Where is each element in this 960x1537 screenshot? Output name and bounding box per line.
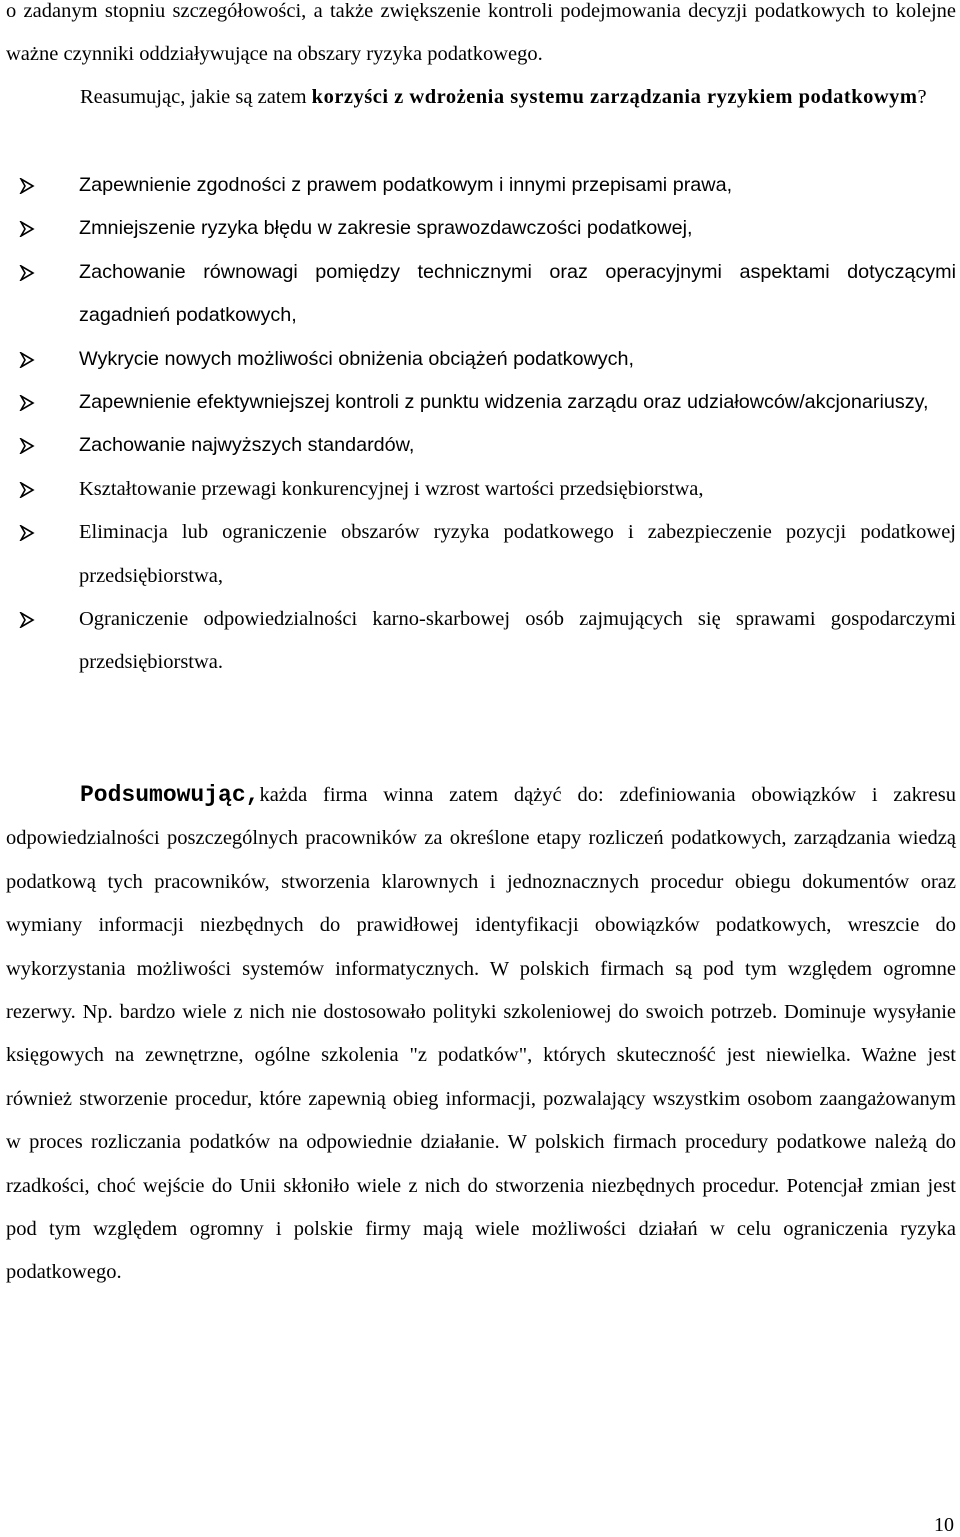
list-item (0, 207, 956, 250)
question-end: ? (917, 86, 927, 108)
arrow-bullet-icon (19, 395, 35, 411)
arrow-bullet-icon (19, 265, 35, 281)
list-item-text: Eliminacja lub ograniczenie obszarów ryzyka podatkowego i zabezpieczenie pozycji podatkowej przedsiębiorstwa, (79, 521, 956, 587)
list-item-text: Zachowanie równowagi pomiędzy technicznymi oraz operacyjnymi aspektami dotyczącymi zagadnień podatkowych, (79, 260, 956, 327)
list-item-text: Zapewnienie zgodności z prawem podatkowym i innymi przepisami prawa, (79, 174, 733, 196)
list-item (0, 164, 956, 207)
arrow-bullet-icon (19, 438, 35, 454)
list-item (0, 424, 956, 467)
list-item (0, 338, 956, 381)
arrow-bullet-icon (19, 525, 35, 541)
list-item (0, 251, 956, 338)
question-bold: korzyści z wdrożenia systemu zarządzania ryzykiem podatkowym (311, 86, 918, 108)
list-item-text: Zachowanie najwyższych standardów, (79, 434, 415, 457)
list-item-text: Zapewnienie efektywniejszej kontroli z punktu widzenia zarządu oraz udziałowców/akcjonariuszy, (79, 391, 929, 414)
arrow-bullet-icon (19, 612, 35, 628)
arrow-bullet-icon (19, 178, 35, 194)
summary-paragraph (6, 774, 956, 1295)
list-item (0, 511, 956, 598)
arrow-bullet-icon (19, 221, 35, 237)
page-number: 10 (934, 1514, 954, 1536)
question-start: Reasumując, jakie są zatem (80, 86, 312, 108)
list-item (0, 598, 956, 685)
arrow-bullet-icon (19, 482, 35, 498)
arrow-bullet-icon (19, 352, 35, 368)
list-item-text: Ograniczenie odpowiedzialności karno-skarbowej osób zajmujących się sprawami gospodarczymi przedsiębiorstwa. (79, 608, 956, 674)
benefits-list (0, 164, 960, 685)
intro-paragraph: o zadanym stopniu szczegółowości, a także zwiększenie kontroli podejmowania decyzji podatkowych to kolejne ważne czynniki oddziaływujące na obszary ryzyka podatkowego. (6, 0, 956, 66)
question-paragraph (6, 76, 956, 119)
list-item (0, 381, 956, 424)
summary-text: każda firma winna zatem dążyć do: zdefiniowania obowiązków i zakresu odpowiedzialności poszczególnych pracowników za określone etapy rozliczeń podatkowych, zarządzania wiedzą podatkową tych pracowników, stworzenia klarownych i jednoznacznych procedur obiegu dokumentów oraz wymiany informacji niezbędnych do prawidłowej identyfikacji obowiązków podatkowych, wreszcie do wykorzystania możliwości systemów informatycznych. W polskich firmach są pod tym względem ogromne rezerwy. Np. bardzo wiele z nich nie dostosowało polityki szkoleniowej do swoich potrzeb. Dominuje wysyłanie księgowych na zewnętrzne, ogólne szkolenia "z podatków", których skuteczność jest niewielka. Ważne jest również stworzenie procedur, które zapewnią obieg informacji, pozwalający wszystkim osobom zaangażowanym w proces rozliczania podatków na odpowiednie działanie. W polskich firmach procedury podatkowe należą do rzadkości, choć wejście do Unii skłoniło wiele z nich do stworzenia niezbędnych procedur. Potencjał zmian jest pod tym względem ogromny i polskie firmy mają wiele możliwości działań w celu ograniczenia ryzyka podatkowego. (6, 784, 956, 1284)
list-item-text: Zmniejszenie ryzyka błędu w zakresie sprawozdawczości podatkowej, (79, 217, 693, 240)
summary-lead: Podsumowując, (80, 782, 260, 808)
list-item-text: Wykrycie nowych możliwości obniżenia obciążeń podatkowych, (79, 347, 635, 370)
list-item (0, 468, 956, 511)
list-item-text: Kształtowanie przewagi konkurencyjnej i wzrost wartości przedsiębiorstwa, (79, 477, 704, 500)
